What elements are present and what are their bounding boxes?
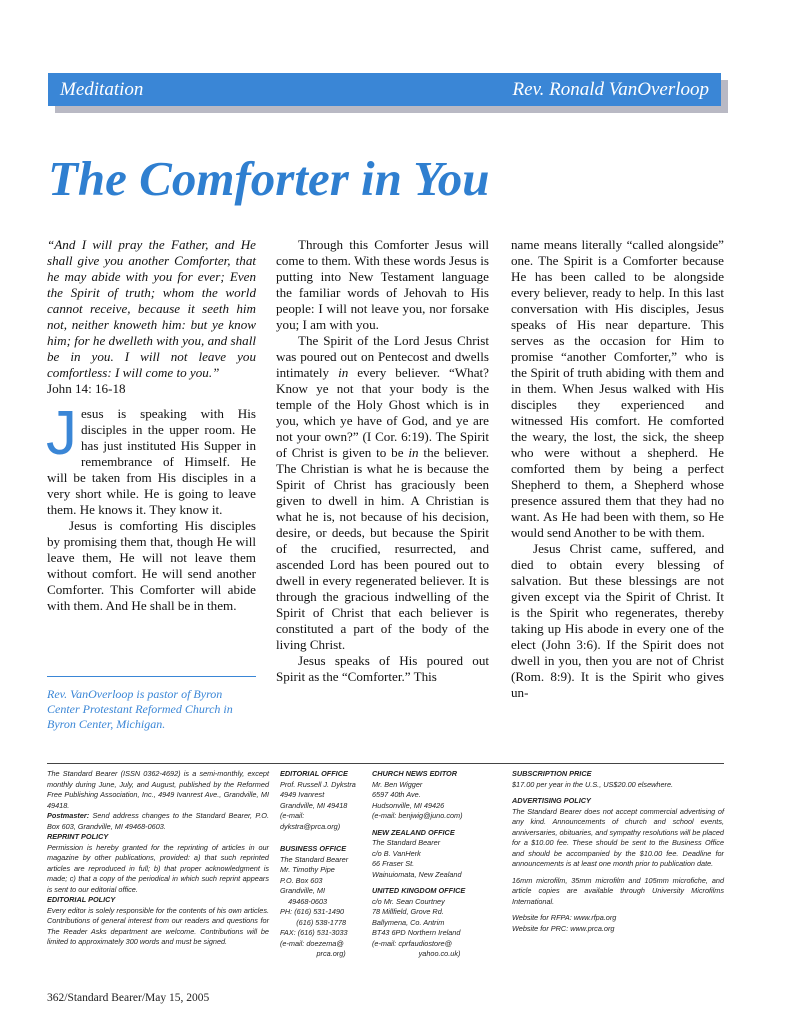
address-line: Mr. Ben Wigger <box>372 779 423 789</box>
address-line: yahoo.co.uk) <box>372 949 461 958</box>
address-line: P.O. Box 603 <box>280 875 323 885</box>
bio-divider <box>47 676 256 677</box>
address-line: 66 Fraser St. <box>372 859 415 868</box>
address-line: BT43 6PD Northern Ireland <box>372 928 461 937</box>
reprint-text: Permission is hereby granted for the reprinting of articles in our magazine by other publications, provided: a) that such reprinted articles are reproduced in full; b) that proper acknowledgment is made; c) that a copy of the periodical in which such reprint appears is sent to our editorial office. <box>47 842 269 894</box>
address-line: prca.org) <box>280 949 346 958</box>
address-line: (616) 538-1778 <box>280 917 347 927</box>
nz-office-heading: NEW ZEALAND OFFICE <box>372 827 455 837</box>
paragraph-1-text: esus is speaking with His disciples in the upper room. He has just instituted His Supper in remembrance of Himself. He will be taken from His disciples in a very short while. He is going to leave them. He knows it. They know it. <box>47 406 256 517</box>
drop-cap: J <box>46 399 77 468</box>
address-line: 4949 Ivanrest <box>280 790 325 799</box>
paragraph-7: Jesus Christ came, suffered, and died to obtain every blessing of salvation. But these blessings are not given except via the Spirit of Christ. It is the Spirit who regenerates, thereby taking up His abode in every one of the elect (John 3:6). If the Spirit does not dwell in you, then you are not of Christ (Rom. 8:9). It is the Spirit who gives un- <box>511 541 724 700</box>
masthead-offices <box>280 769 368 960</box>
address-line: The Standard Bearer <box>280 854 349 864</box>
scripture-reference: John 14: 16-18 <box>47 381 126 396</box>
business-office-heading: BUSINESS OFFICE <box>280 844 347 853</box>
address-line: (e-mail: <box>280 811 305 820</box>
address-line: c/o B. VanHerk <box>372 848 421 858</box>
address-line: 49468-0603 <box>280 896 328 906</box>
scripture-quote: “And I will pray the Father, and He shall give you another Comforter, that he may abide with you for ever; Even the Spirit of truth; whom the world cannot receive, because it seeth him not, neither knoweth him: but ye know him; for he dwelleth with you, and shall be in you. I will not leave you comfortless: I will come to you.” <box>47 237 256 380</box>
subscription-text: $17.00 per year in the U.S., US$20.00 elsewhere. <box>512 779 674 789</box>
uk-office-heading: UNITED KINGDOM OFFICE <box>372 886 466 895</box>
publication-intro: The Standard Bearer (ISSN 0362-4692) is a semi-monthly, except monthly during June, July, and August, published by the Reformed Free Publishing Association, Inc., 4949 Ivanrest Ave., Grandville, MI 49418. <box>47 769 269 810</box>
address-line: Mr. Timothy Pipe <box>280 865 335 874</box>
address-line: dykstra@prca.org) <box>280 821 341 831</box>
microfilm-text: 16mm microfilm, 35mm microfilm and 105mm microfiche, and article copies are available through University Microfilms International. <box>512 875 724 906</box>
editorial-text: Every editor is solely responsible for the contents of his own articles. Contributions of general interest from our readers and questions for The Reader Asks department are welcome. Contributions will be limited to approximately 300 words and must be signed. <box>47 905 269 946</box>
address-line: Ballymena, Co. Antrim <box>372 917 445 927</box>
paragraph-6: name means literally “called alongside” one. The Spirit is a Comforter because He has been called to be alongside every believer, ready to help. In this last conversation with His disciples, Jesus speaks of His near departure. This serves as the occasion for Him to promise “another Comforter,” who is the Spirit of truth abiding with them and in them. When Jesus walked with His disciples they experienced and witnessed His comfort. He comforted the weary, the lost, the sick, the sheep who were without a shepherd. He comforted them by being a perfect Shepherd to them, a Shepherd whose presence assured them that they had no want. As He had been with them, so He would send Another to be with them. <box>511 237 724 540</box>
address-line: 6597 40th Ave. <box>372 790 421 799</box>
address-line: c/o Mr. Sean Courtney <box>372 896 445 906</box>
emphasis: in <box>408 445 419 460</box>
text-span: the believer. The Christian is what he is because the Spirit of Christ has graciously been given to dwell in him. A Christian is what he is, not because of his decision, desire, or deeds, but because the Spirit of the crucified, resurrected, and ascended Lord has been poured out to dwell in every regenerated believer. It is through the gracious indwelling of the Spirit of Christ that each believer is constituted a part of the body of the living Christ. <box>276 445 489 652</box>
masthead-publication-info <box>47 769 269 948</box>
advertising-text: The Standard Bearer does not accept commercial advertising of any kind. Announcements of church and school events, anniversaries, obituaries, and sympathy resolutions will be placed for a $10.00 fee. These should be sent to the Business Office and should be accompanied by the $10.00 fee. Deadline for announcements is at least one month prior to publication date. <box>512 806 724 868</box>
masthead-policies <box>512 769 724 934</box>
postmaster-text: Send address changes to the Standard Bearer, P.O. Box 603, Grandville, MI 49468-0603. <box>47 811 269 831</box>
section-banner <box>48 73 721 106</box>
paragraph-4 <box>276 333 489 653</box>
column-1 <box>47 237 256 614</box>
column-3 <box>511 237 724 701</box>
postmaster-label: Postmaster: <box>47 811 90 820</box>
page-footer: 362/Standard Bearer/May 15, 2005 <box>47 992 210 1004</box>
emphasis: in <box>338 365 349 380</box>
paragraph-2: Jesus is comforting His disciples by promising them that, though He will leave them, He will not leave them without comfort. He will send another Comforter. This Comforter will abide with them. And He shall be in them. <box>47 518 256 613</box>
address-line: PH: (616) 531-1490 <box>280 907 345 916</box>
editorial-heading: EDITORIAL POLICY <box>47 895 116 904</box>
address-line: Prof. Russell J. Dykstra <box>280 779 356 789</box>
paragraph-3: Through this Comforter Jesus will come to them. With these words Jesus is putting into New Testament language the familiar words of Jehovah to His people: I will not leave you, nor forsake you; I am with you. <box>276 237 489 332</box>
column-2 <box>276 237 489 685</box>
text-span: every believer. “What? Know ye not that your body is the temple of the Holy Ghost which is in you, which ye have of God, and ye are not your own?” (I Cor. 6:19). The Spirit of Christ is given to be <box>276 365 489 460</box>
church-news-heading: CHURCH NEWS EDITOR <box>372 769 457 778</box>
address-line: Hudsonville, MI 49426 <box>372 800 445 810</box>
address-line: Grandville, MI 49418 <box>280 800 348 810</box>
website-rfpa[interactable]: Website for RFPA: www.rfpa.org <box>512 913 617 922</box>
reprint-heading: REPRINT POLICY <box>47 832 109 841</box>
subscription-heading: SUBSCRIPTION PRICE <box>512 769 592 778</box>
address-line: (e-mail: benjwig@juno.com) <box>372 811 463 820</box>
article-title: The Comforter in You <box>48 151 490 206</box>
paragraph-5: Jesus speaks of His poured out Spirit as the “Comforter.” This <box>276 653 489 684</box>
author-label: Rev. Ronald VanOverloop <box>512 78 709 100</box>
postmaster-note <box>47 811 269 832</box>
masthead-divider <box>47 763 724 764</box>
text-span: The Spirit of the Lord Jesus Christ was poured out on Pentecost and dwells intimately <box>276 333 489 380</box>
address-line: (e-mail: cprfaudiostore@ <box>372 938 452 948</box>
address-line: (e-mail: doezema@ <box>280 938 344 948</box>
advertising-heading: ADVERTISING POLICY <box>512 796 591 805</box>
address-line: The Standard Bearer <box>372 838 441 847</box>
address-line: FAX: (616) 531-3033 <box>280 928 348 937</box>
paragraph-1 <box>46 399 256 518</box>
masthead-contacts <box>372 769 490 960</box>
section-label: Meditation <box>60 78 144 100</box>
address-line: 78 Millfield, Grove Rd. <box>372 907 444 916</box>
author-bio: Rev. VanOverloop is pastor of Byron Center Protestant Reformed Church in Byron Center, Michigan. <box>47 687 233 731</box>
editorial-office-heading: EDITORIAL OFFICE <box>280 769 348 778</box>
website-prc[interactable]: Website for PRC: www.prca.org <box>512 923 615 933</box>
address-line: Grandville, MI <box>280 886 326 895</box>
address-line: Wainuiomata, New Zealand <box>372 869 462 879</box>
